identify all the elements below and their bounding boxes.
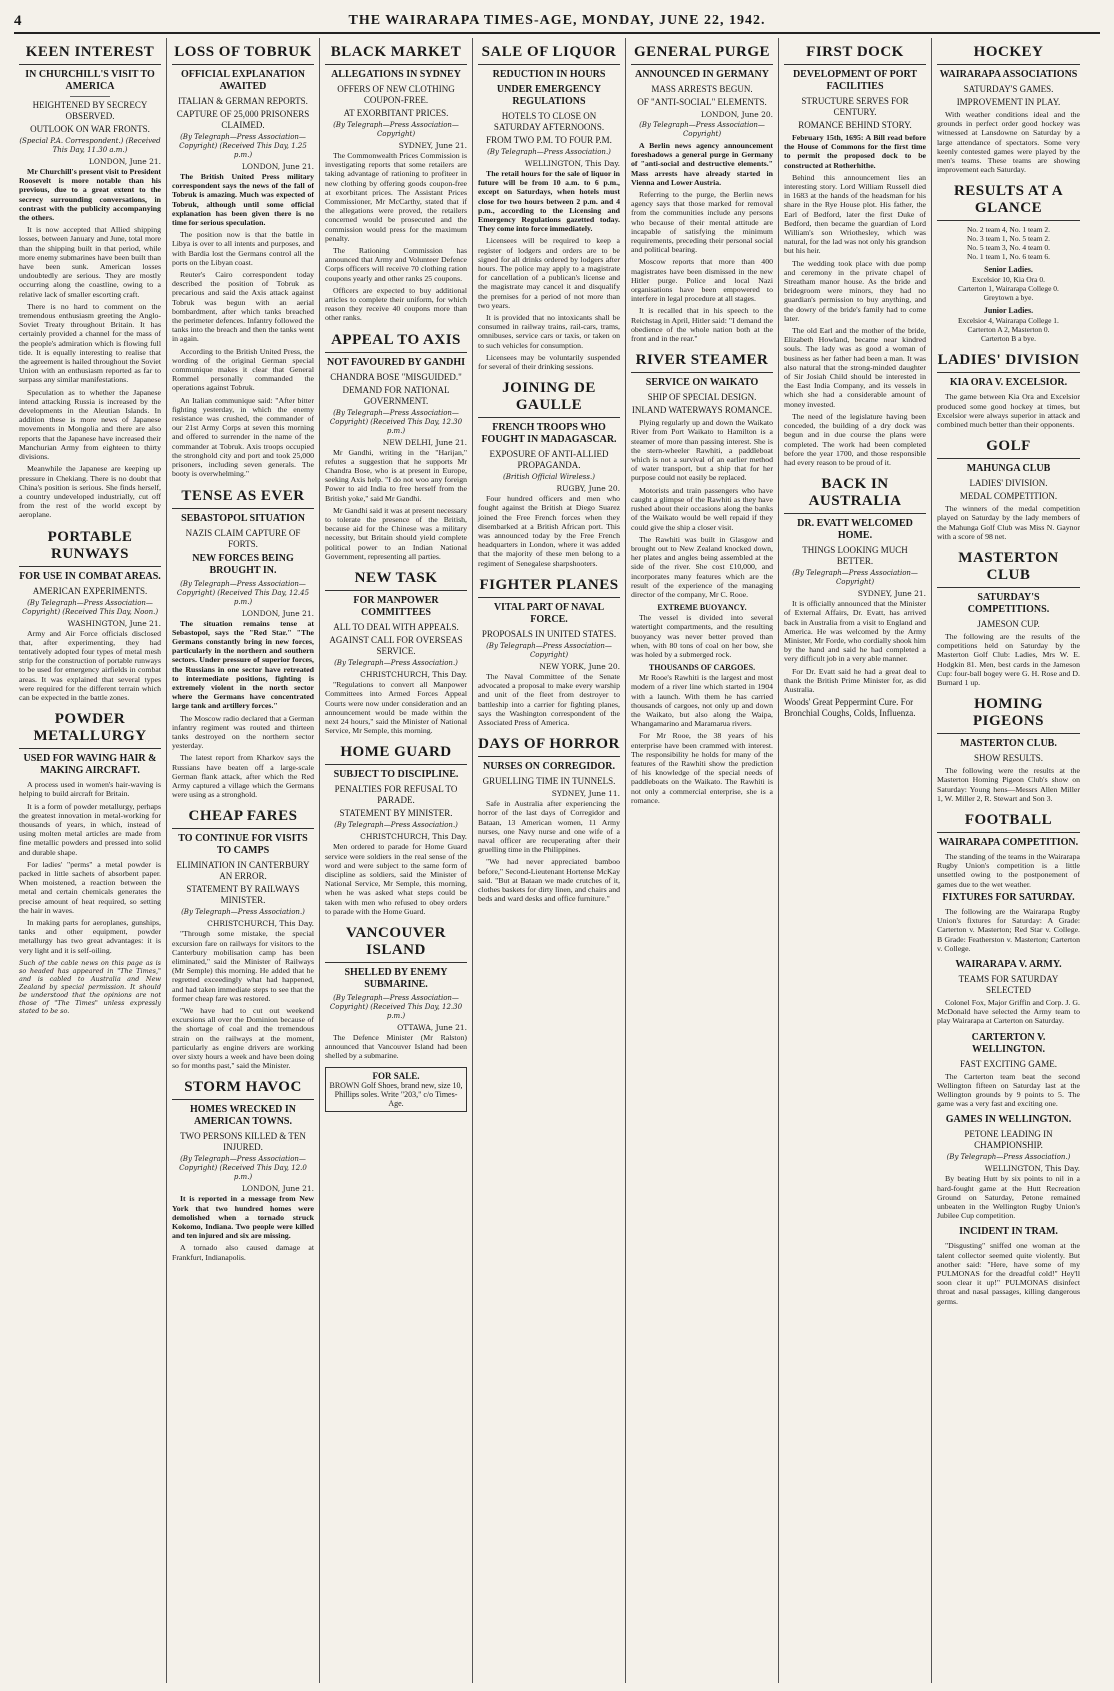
paragraph: The Defence Minister (Mr Ralston) announced that Vancouver Island had been shelled by a submarine. [325, 1032, 467, 1061]
article-home-guard [325, 741, 467, 916]
page-number: 4 [14, 12, 22, 29]
article-sale-of-liquor [478, 41, 620, 371]
deck: FROM TWO P.M. TO FOUR P.M. [486, 135, 612, 145]
headline: JOINING DE GAULLE [478, 377, 620, 418]
dateline: CHRISTCHURCH, This Day. [360, 670, 467, 680]
paragraph: The following are the results of the competitions held on Saturday by the Masterton Golf Club: Ladies, Mrs W. E. Hodgkin 81. Men, best cards in the Jameson Cup: four-ball bogey were G. H. Rose and D. Burnard 1 up. [937, 632, 1080, 688]
paragraph: The Commonwealth Prices Commission is investigating reports that some retailers are taking advantage of rationing to profiteer in new clothing by offering goods coupon-free at exorbitant prices. The Assistant Prices Commissioner, Mr McCarthy, stated that if the allegations were proved, the retailers concerned would be prosecuted and the commission would press for the maximum penalty. [325, 151, 467, 243]
dateline: SYDNEY, June 21. [398, 141, 467, 150]
wire-credit: (By Telegraph—Press Association—Copyright) (Received This Day, 1.25 p.m.) [179, 133, 307, 159]
article-loss-of-tobruk [172, 41, 314, 479]
lead-paragraph: Mr Churchill's present visit to President Roosevelt is more notable than his previous, due to a great extent to the secrecy surrounding conversations, in contrast with the publicity accompanying the others. [19, 167, 161, 223]
paragraph: A process used in women's hair-waving is helping to build aircraft for Britain. [19, 780, 161, 799]
deck: ALL TO DEAL WITH APPEALS. [333, 622, 459, 633]
subheadline: MASTERTON CLUB. [960, 738, 1057, 750]
subheadline: REDUCTION IN HOURS [492, 69, 606, 80]
section-heading: EXTREME BUOYANCY. [657, 603, 747, 613]
subheadline: SATURDAY'S COMPETITIONS. [967, 592, 1050, 616]
paragraph: Motorists and train passengers who have caught a glimpse of the Rawhiti as they have rushed about their occasions along the banks of the Waikato would be well repaid if they could give the ship a closer visit. [631, 485, 773, 532]
subheadline: INCIDENT IN TRAM. [959, 1226, 1058, 1238]
article-joining-de-gaulle [478, 377, 620, 568]
headline: GOLF [937, 435, 1080, 459]
deck: PROPOSALS IN UNITED STATES. [481, 628, 617, 639]
dateline: WELLINGTON, This Day. [984, 1164, 1080, 1174]
result-line: Carterton 1, Wairarapa College 0. [958, 284, 1059, 294]
paragraph: An Italian communique said: "After bitter fighting yesterday, in which the enemy resistance was crushed, the commander of our 21st Army Corps at seven this morning and offered to surrender in the name of the commander at Tobruk. Axis troops occupied the stronghold city and port and took 25,000 prisoners, including seven generals. The booty is overwhelming." [172, 395, 314, 479]
paragraph: The winners of the medal competition played on Saturday by the lady members of the Mahunga Golf Club was Miss N. Gaynor with a score of 98 net. [937, 504, 1080, 541]
headline: LADIES' DIVISION [937, 349, 1080, 373]
subheadline: ANNOUNCED IN GERMANY [635, 69, 769, 80]
deck: JAMESON CUP. [977, 619, 1040, 630]
dateline: CHRISTCHURCH, This Day. [360, 832, 467, 842]
article-homing-pigeons [937, 693, 1080, 803]
paragraph: It is recalled that in his speech to the Reichstag in April, Hitler said: "I demand the obedience of the whole nation both at the front and in the rear." [631, 306, 773, 344]
ad-text: BROWN Golf Shoes, brand new, size 10, Phillips soles. Write "203," c/o Times-Age. [329, 1080, 463, 1108]
lead-paragraph: The British United Press military correspondent says the news of the fall of Tobruk is amazing. Much was expected of Tobruk, although until some official explanation has been given there is no time for serious speculation. [172, 172, 314, 228]
deck: DEMAND FOR NATIONAL GOVERNMENT. [342, 384, 450, 406]
wire-credit: (By Telegraph—Press Association.) [334, 821, 458, 830]
paragraph: Safe in Australia after experiencing the horror of the last days of Corregidor and Bataan, 13 American women, 11 Army nurses, one Navy nurse and one wife of a naval officer are recuperating after their gruelling time in the Philippines. [478, 799, 620, 855]
headline: FIGHTER PLANES [478, 574, 620, 598]
paragraph: It is officially announced that the Minister of External Affairs, Dr. Evatt, has arrived back in Australia from a visit to England and America. He was welcomed by the Army Minister, Mr Forde, who cordially shook him by the hand and said he had completed a very difficult job in a very able manner. [784, 599, 926, 664]
deck: AGAINST CALL FOR OVERSEAS SERVICE. [329, 635, 463, 657]
headline: LOSS OF TOBRUK [172, 41, 314, 65]
deck: GRUELLING TIME IN TUNNELS. [482, 776, 616, 787]
article-back-in-australia [784, 473, 926, 719]
result-line: Carterton A 2, Masterton 0. [967, 325, 1050, 335]
headline: HOMING PIGEONS [937, 693, 1080, 734]
deck: NAZIS CLAIM CAPTURE OF FORTS. [185, 527, 301, 549]
deck: LADIES' DIVISION. [969, 478, 1048, 489]
lead-paragraph: It is reported in a message from New York that two hundred homes were demolished when a tornado struck Kokomo, Indiana. Two people were killed and ten injured and six are missing. [172, 1194, 314, 1241]
subheadline: IN CHURCHILL'S VISIT TO AMERICA [25, 69, 155, 92]
deck: IMPROVEMENT IN PLAY. [956, 97, 1061, 107]
paragraph: The game between Kia Ora and Excelsior produced some good hockey at times, but Excelsior were always superior in attack and combined much better than their opponents. [937, 392, 1080, 430]
deck: MASS ARRESTS BEGUN. [651, 84, 753, 94]
wire-credit: (By Telegraph—Press Association.) [487, 148, 611, 156]
paragraph: The Rawhiti was built in Glasgow and brought out to New Zealand knocked down, her plates and angles being assembled at the side of the river. She cost £10,000, and incorporates many features which are the result of the experience of the managing director of the company, Mr C. Rooe. [631, 534, 773, 599]
deck: PETONE LEADING IN CHAMPIONSHIP. [964, 1129, 1053, 1151]
paper-title: THE WAIRARAPA TIMES-AGE, MONDAY, JUNE 22, 1942. [348, 13, 766, 28]
paragraph: Plying regularly up and down the Waikato River from Port Waikato to Hamilton is a steamer of more than passing interest. She is the stern-wheeler Rawhiti, a paddleboat which is not a survival of an earlier method of water transport, but a ship that for her purpose could not easily be replaced. [631, 418, 773, 483]
paragraph: It is a form of powder metallurgy, perhaps the greatest innovation in metal-working for thousands of years, in which, instead of using molten metal articles are made from fine metallic powders and pressed into solid and durable shape. [19, 801, 161, 857]
article-river-steamer [631, 349, 773, 805]
subheadline: UNDER EMERGENCY REGULATIONS [496, 84, 602, 107]
subheadline: VITAL PART OF NAVAL FORCE. [493, 601, 605, 625]
result-line: No. 5 team 3, No. 4 team 0. [966, 243, 1051, 253]
subheadline: FIXTURES FOR SATURDAY. [942, 891, 1075, 903]
result-line: Excelsior 4, Wairarapa College 1. [958, 316, 1059, 326]
deck: INLAND WATERWAYS ROMANCE. [631, 405, 773, 416]
subheadline: SHELLED BY ENEMY SUBMARINE. [344, 966, 448, 990]
column-4 [473, 38, 626, 1683]
paragraph: The old Earl and the mother of the bride, Elizabeth Howland, became near kindred souls. The lady was as good a woman of business as her father had been a man. It was also natural that the strong-minded daughter of Sir Josiah Child should be interested in the East India Company, and its vessels in which she had a considerable amount of money invested. [784, 326, 926, 409]
article-results [937, 180, 1080, 343]
article-ladies-division [937, 349, 1080, 429]
article-fighter-planes [478, 574, 620, 727]
paragraph: Licensees will be required to keep a register of lodgers and orders are to be signed for all drinks ordered by lodgers after hours. The police may apply to a magistrate for cancellation of a publican's license and the magistrate may cancel it and disqualify the premises for a period of not more than two years. [478, 236, 620, 310]
paragraph: Mr Gandhi, writing in the "Harijan," refutes a suggestion that he supports Mr Chandra Bose, who is at present in Europe, seeking Axis help. "I do not woo any foreign Power to aid India to free herself from the British yoke," said Mr Gandhi. [325, 447, 467, 503]
wire-credit: (By Telegraph—Press Association.) [334, 659, 458, 668]
subheadline: FOR MANPOWER COMMITTEES [353, 595, 439, 619]
column-6 [779, 38, 932, 1683]
dateline: NEW YORK, June 20. [539, 661, 620, 671]
dateline: OTTAWA, June 21. [397, 1022, 467, 1032]
subheadline: WAIRARAPA V. ARMY. [955, 958, 1062, 970]
paragraph: "Disgusting" sniffed one woman at the talent collector seemed quite violently. But another said: "Here, have some of my PULMONAS for the dreadful cold!" Hey'll soon clear it up!" PULMONAS disinfect throat and nasal passages, killing dangerous germs. [937, 1241, 1080, 1306]
deck: AMERICAN EXPERIMENTS. [32, 585, 148, 596]
deck: STATEMENT BY MINISTER. [339, 808, 453, 819]
lead-paragraph: February 15th, 1695: A Bill read before the House of Commons for the first time to permit the proposed dock to be constructed at Rotherhithe. [784, 133, 926, 170]
paragraph: Meanwhile the Japanese are keeping up pressure in Chekiang. There is no doubt that China's position is serious. She finds herself, a country undeveloped industrially, cut off from the rest of the world except by aeroplane. [19, 464, 161, 520]
subheadline: NURSES ON CORREGIDOR. [483, 761, 615, 773]
paragraph: Men ordered to parade for Home Guard service were soldiers in the real sense of the word and were subject to the same form of discipline as soldiers, said the Minister of National Service, Mr Semple, this morning, when he was asked what steps could be taken with men who refused to obey orders to parade with the Home Guard. [325, 842, 467, 916]
headline: BLACK MARKET [325, 41, 467, 65]
dateline: LONDON, June 21. [88, 157, 161, 166]
article-vancouver-island [325, 922, 467, 1061]
deck: OFFERS OF NEW CLOTHING COUPON-FREE. [337, 84, 455, 105]
deck: TWO PERSONS KILLED & TEN INJURED. [180, 1131, 306, 1153]
subheadline: FRENCH TROOPS WHO FOUGHT IN MADAGASCAR. [481, 422, 617, 446]
article-hockey [937, 41, 1080, 174]
column-7 [932, 38, 1085, 1683]
deck: STATEMENT BY RAILWAYS MINISTER. [186, 884, 300, 906]
subheadline: WAIRARAPA ASSOCIATIONS [939, 69, 1078, 80]
paragraph: There is no hard to comment on the tremendous enthusiasm greeting the Anglo-Soviet Treaty throughout Britain. It has certainly provided a channel for the mass of the people's admiration which is flowing full tide. It is equally interesting to realise that the agreement is hailed throughout the Soviet Union with an enthusiasm reported as far to surpass any similar manifestations. [19, 301, 161, 385]
result-line: Carterton B a bye. [981, 334, 1036, 344]
ad-title: FOR SALE. [372, 1070, 420, 1081]
lead-paragraph: A Berlin news agency announcement foreshadows a general purge in Germany of "anti-social and destructive elements." Mass arrests have already started in Vienna and Lower Austria. [631, 141, 773, 187]
deck: HOTELS TO CLOSE ON SATURDAY AFTERNOONS. [493, 111, 605, 132]
result-line: Excelsior 10, Kia Ora 0. [972, 275, 1045, 285]
paragraph: The Carterton team beat the second Wellington fifteen on Saturday last at the Wellington grounds by 9 points to 5. The game was a very fast and exciting one. [937, 1071, 1080, 1109]
deck: AT EXORBITANT PRICES. [343, 108, 449, 118]
subheadline: DR. EVATT WELCOMED HOME. [797, 518, 913, 542]
article-new-task [325, 567, 467, 735]
paragraph: The Moscow radio declared that a German infantry regiment was routed and thirteen tanks destroyed on the northern sector yesterday. [172, 713, 314, 751]
article-incident-in-tram [937, 1226, 1080, 1305]
headline: BACK IN AUSTRALIA [784, 473, 926, 514]
subheadline: USED FOR WAVING HAIR & MAKING AIRCRAFT. [23, 753, 157, 777]
dateline: LONDON, June 20. [700, 110, 773, 119]
subheadline: TO CONTINUE FOR VISITS TO CAMPS [178, 833, 308, 857]
headline: RESULTS AT A GLANCE [937, 180, 1080, 221]
wire-credit: (By Telegraph—Press Association—Copyright) (Received This Day, 12.30 p.m.) [329, 993, 463, 1020]
wire-credit: (By Telegraph—Press Association—Copyright) [486, 641, 612, 659]
deck: MEDAL COMPETITION. [959, 491, 1058, 502]
deck: FAST EXCITING GAME. [960, 1058, 1057, 1069]
paragraph: With weather conditions ideal and the grounds in perfect order good hockey was witnessed at Lansdowne on Saturday by a large attendance of spectators. Some very keenly contested games were played by the men's teams. These teams are showing improvement each Saturday. [937, 110, 1080, 175]
paragraph: "Through some mistake, the special excursion fare on railways for visitors to the Canterbury mobilisation camp has been eliminated," said the Minister of Railways (Mr Semple) this morning. He added that he regretted exceedingly what had happened, and had taken immediate steps to see that the former cheap fare was restored. [172, 929, 314, 1003]
headline: NEW TASK [325, 567, 467, 591]
paragraph: By beating Hutt by six points to nil in a hard-fought game at the Hutt Recreation Ground on Saturday, Petone remained unbeaten in the Wellington Rugby Union's Jubilee Cup competition. [937, 1174, 1080, 1221]
deck: STRUCTURE SERVES FOR CENTURY. [801, 96, 909, 117]
headline: KEEN INTEREST [19, 41, 161, 65]
paragraph: The Rationing Commission has announced that Army and Volunteer Defence Corps officers will receive 70 clothing ration coupons yearly and other ranks 25 coupons. [325, 246, 467, 283]
advert-line: Woods' Great Peppermint Cure. For Bronchial Coughs, Colds, Influenza. [784, 697, 916, 719]
deck: EXPOSURE OF ANTI-ALLIED PROPAGANDA. [489, 449, 609, 471]
headline: DAYS OF HORROR [478, 733, 620, 757]
wire-credit: (By Telegraph—Press Association—Copyright) (Received This Day, 12.0 p.m.) [179, 1155, 307, 1182]
dateline: WASHINGTON, June 21. [67, 618, 161, 628]
headline: HOCKEY [937, 41, 1080, 65]
paragraph: Colonel Fox, Major Griffin and Corp. J. G. McDonald have selected the Army team to play Wairarapa at Carterton on Saturday. [937, 997, 1080, 1026]
columns [14, 38, 1104, 1683]
deck: HEIGHTENED BY SECRECY OBSERVED. [32, 100, 148, 121]
paragraph: "We have had to cut out weekend excursions all over the Dominion because of the shortage of coal and the tremendous strain on the railways at the moment, particularly as engine drivers are working over sixty hours a week and have been doing so for months past," said the Minister. [172, 1005, 314, 1071]
dateline: RUGBY, June 20. [556, 484, 620, 494]
subheadline: ALLEGATIONS IN SYDNEY [331, 69, 461, 80]
dateline: SYDNEY, June 21. [857, 589, 926, 599]
dateline: LONDON, June 21. [241, 162, 314, 171]
paragraph: The Naval Committee of the Senate advocated a proposal to make every warship and unit of the fleet from destroyer to battleship into a carrier for fighting planes, says the Washington correspondent of the Associated Press of America. [478, 671, 620, 727]
wire-credit: (By Telegraph—Press Association—Copyright) [333, 121, 459, 138]
article-general-purge [631, 41, 773, 343]
paragraph: In making parts for aeroplanes, gunships, tanks and other equipment, powder metallurgy has two great advantages: it is very light and it is self-oiling. [19, 917, 161, 955]
paragraph: "Regulations to convert all Manpower Committees into Armed Forces Appeal Courts were now under consideration and an announcement would be made within the next 24 hours," said the Minister of National Service, Mr Semple, this morning. [325, 680, 467, 736]
headline: GENERAL PURGE [631, 41, 773, 65]
paragraph: The position now is that the battle in Libya is over to all intents and purposes, and with Bardia lost the Germans control all the ports on the Libyan coast. [172, 230, 314, 267]
dateline: NEW DELHI, June 21. [382, 437, 467, 447]
subheadline: HOMES WRECKED IN AMERICAN TOWNS. [190, 1104, 296, 1128]
paragraph: Army and Air Force officials disclosed that, after experimenting, they had tentatively adopted four types of metal mesh strip for the construction of portable runways to be used for emergency airfields in combat areas. It was explained that several types were required for the different terrain which can be expected in the battle zones. [19, 628, 161, 702]
column-3 [320, 38, 473, 1683]
divider [70, 96, 110, 97]
paragraph: The standing of the teams in the Wairarapa Rugby Union's competition is a little unsettled owing to the postponement of games due to the wet weather. [937, 852, 1080, 889]
deck: THINGS LOOKING MUCH BETTER. [802, 545, 908, 567]
subheadline: SUBJECT TO DISCIPLINE. [333, 769, 459, 781]
paragraph: For ladies' "perms" a metal powder is packed in little sachets of absorbent paper. When moistened, a reaction between the metal and certain chemicals generates the precise amount of heat required, so setting the hair in waves. [19, 859, 161, 915]
deck: SHOW RESULTS. [973, 753, 1044, 764]
dateline: CHRISTCHURCH, This Day. [207, 919, 314, 929]
deck: CHANDRA BOSE "MISGUIDED." [330, 371, 462, 382]
deck: TEAMS FOR SATURDAY SELECTED [958, 973, 1059, 995]
column-2 [167, 38, 320, 1683]
wire-credit: (British Official Wireless.) [503, 473, 595, 482]
wire-credit: (By Telegraph—Press Association—Copyright) (Received This Day, 12.30 p.m.) [329, 408, 463, 435]
paragraph: "We had never appreciated bamboo before," Second-Lieutenant Hortense McKay said. "But at Bataan we made crutches of it, clothes baskets for dirty linen, and chairs and beds and ward desks and office furniture." [478, 857, 620, 904]
paragraph: Reuter's Cairo correspondent today described the position of Tobruk as precarious and said the Axis attack against Tobruk was begun with an aerial bombardment, after which tanks breached the perimeter defences. Infantry followed the tanks into the breach and then the tanks went in again. [172, 270, 314, 344]
headline: PORTABLE RUNWAYS [19, 526, 161, 567]
wire-credit: (By Telegraph—Press Association.) [181, 908, 305, 917]
wire-credit: (By Telegraph—Press Association—Copyright) (Received This Day, Noon.) [21, 598, 159, 616]
article-storm-havoc [172, 1076, 314, 1261]
subheadline: FOR USE IN COMBAT AREAS. [19, 570, 161, 582]
deck: OUTLOOK ON WAR FRONTS. [30, 124, 150, 134]
paragraph: It is now accepted that Allied shipping losses, between January and June, total more than the shipping built in that period, while more enemy submarines have been built than have been sunk. American losses undoubtedly are serious. They are mostly occurring along the coastline, owing to a relative lack of smaller escorting craft. [19, 225, 161, 299]
article-wairarapa-v-army [937, 959, 1080, 1026]
paragraph: It is provided that no intoxicants shall be consumed in railway trains, rail-cars, trams, omnibuses, service cars or taxis, or taken on to such vehicles for consumption. [478, 313, 620, 350]
paragraph: Officers are expected to buy additional articles to complete their uniform, for which reason they receive 40 coupons more than other ranks. [325, 285, 467, 323]
article-cheap-fares [172, 805, 314, 1070]
paragraph: Licensees may be voluntarily suspended for several of their drinking sessions. [478, 352, 620, 372]
article-powder-metallurgy [19, 708, 161, 1015]
headline: SALE OF LIQUOR [478, 41, 620, 65]
column-5 [626, 38, 779, 1683]
masthead [14, 10, 1100, 34]
paragraph: Mr Gandhi said it was at present necessary to tolerate the presence of the British, because aid for the Chinese was a military necessity, but Britain should yield complete political power to an Indian National Government, representing all parties. [325, 505, 467, 561]
headline: APPEAL TO AXIS [325, 329, 467, 353]
paragraph: The following were the results at the Masterton Homing Pigeon Club's show on Saturday: Young hens—Messrs Allen Miller 1, W. Miller 2, R. Stewart and Son 3. [937, 766, 1080, 803]
headline: FOOTBALL [937, 809, 1080, 833]
headline: MASTERTON CLUB [937, 547, 1080, 588]
paragraph: The need of the legislature having been conceded, the building of a dry dock was begun and in due course the plans were completed. The work had been completed before the year 1700, and those responsible had every reason to be proud of it. [784, 411, 926, 467]
deck: CAPTURE OF 25,000 PRISONERS CLAIMED. [176, 109, 310, 130]
deck: ITALIAN & GERMAN REPORTS. [178, 96, 308, 106]
article-carterton-v-wellington [937, 1032, 1080, 1109]
wire-credit: (By Telegraph—Press Association.) [946, 1153, 1071, 1162]
subheadline: NOT FAVOURED BY GANDHI [326, 356, 466, 368]
article-first-dock [784, 41, 926, 467]
wire-credit: (Special P.A. Correspondent.) (Received This Day, 11.30 a.m.) [19, 137, 161, 154]
lead-paragraph: The situation remains tense at Sebastopol, says the "Red Star." "The Germans constantly bring in new forces, particularly in the northern and southern sectors. Under pressure of superior forces, the Russians in one sector have retreated to intermediate positions, fighting is extremely violent in the north sector where the Germans have concentrated large tank and artillery forces." [172, 618, 314, 711]
classified-ad [325, 1067, 467, 1112]
article-games-in-wellington [937, 1114, 1080, 1220]
headline: VANCOUVER ISLAND [325, 922, 467, 963]
headline: FIRST DOCK [784, 41, 926, 65]
result-line: No. 2 team 4, No. 1 team 2. [966, 225, 1051, 235]
deck: PENALTIES FOR REFUSAL TO PARADE. [334, 784, 458, 806]
article-tense-as-ever [172, 485, 314, 800]
headline: RIVER STEAMER [631, 349, 773, 373]
paragraph: The following are the Wairarapa Rugby Union's fixtures for Saturday: A Grade: Carterton v. Masterton; Red Star v. College. B Grade: Featherston v. Masterton; Carterton v. College. [937, 906, 1080, 953]
article-portable-runways [19, 526, 161, 703]
paragraph: For Dr. Evatt said he had a great deal to thank the British Prime Minister for, as did Australia. [784, 666, 926, 694]
subheadline: WAIRARAPA COMPETITION. [938, 837, 1079, 849]
paragraph: Speculation as to whether the Japanese intend attacking Russia is increased by the developments in the Aleutian Islands. In addition these is more news of Japanese movements in Mongolia and there are also reports that the Japanese have increased their Manchurian Army from eighteen to thirty divisions. [19, 387, 161, 462]
subheadline: OFFICIAL EXPLANATION AWAITED [181, 69, 305, 92]
article-keen-interest [19, 41, 161, 520]
headline: STORM HAVOC [172, 1076, 314, 1100]
subheadline: DEVELOPMENT OF PORT FACILITIES [792, 69, 918, 92]
dateline: SYDNEY, June 11. [551, 789, 620, 799]
headline: TENSE AS EVER [172, 485, 314, 509]
article-black-market [325, 41, 467, 323]
paragraph: The vessel is divided into several watertight compartments, and the resulting buoyancy was never better proved than when, with 80 tons of coal on her bow, she was holed by a submerged rock. [631, 613, 773, 659]
paragraph: The latest report from Kharkov says the Russians have beaten off a large-scale German flank attack, after which the Red Army captured a village which the Germans were using as a stronghold. [172, 753, 314, 800]
deck: ELIMINATION IN CANTERBURY AN ERROR. [176, 860, 310, 882]
deck: OF "ANTI-SOCIAL" ELEMENTS. [637, 97, 767, 107]
paragraph: According to the British United Press, the wording of the original German special communique makes it clear that General Rommel personally commanded the operations against Tobruk. [172, 346, 314, 393]
article-golf [937, 435, 1080, 541]
subheadline: SEBASTOPOL SITUATION [181, 512, 305, 524]
section-heading: THOUSANDS OF CARGOES. [648, 663, 756, 673]
times-footnote: Such of the cable news on this page as is so headed has appeared in "The Times," and is cabled to Australia and New Zealand by special permission. It should be understood that the opinions are not those of "The Times" unless expressly stated to be so. [19, 958, 161, 1015]
result-line: Greytown a bye. [983, 293, 1034, 303]
paragraph: Moscow reports that more than 400 magistrates have been dismissed in the new Hitler purge. Police and local Nazi organisations have been empowered to interfere in legal procedure at all stages. [631, 257, 773, 304]
dateline: LONDON, June 21. [241, 608, 314, 618]
subheadline: SERVICE ON WAIKATO [645, 377, 759, 389]
section-heading: Junior Ladies. [983, 306, 1034, 316]
result-line: No. 1 team 1, No. 6 team 6. [966, 252, 1051, 262]
result-line: No. 3 team 1, No. 5 team 2. [966, 234, 1051, 244]
headline: POWDER METALLURGY [19, 708, 161, 749]
column-1 [14, 38, 167, 1683]
lead-paragraph: The retail hours for the sale of liquor in future will be from 10 a.m. to 6 p.m., except on Saturdays, when hotels must close for two hours between 2 p.m. and 4 p.m., according to the Licensing and Emergency Regulations gazetted today. They come into force immediately. [478, 169, 620, 234]
deck: SATURDAY'S GAMES. [963, 84, 1054, 94]
paragraph: Behind this announcement lies an interesting story. Lord William Russell died in 1683 at the hands of the headsman for his share in the Rye House plot. His father, the Earl of Bedford, later the first Duke of Bedford, then became the guardian of Lord William's son Wriothesley, which was natural, for the lad was not only his grandson but his heir. [784, 172, 926, 256]
dateline: LONDON, June 21. [241, 1184, 314, 1194]
deck: ROMANCE BEHIND STORY. [798, 120, 912, 130]
section-heading: Senior Ladies. [984, 265, 1033, 275]
subheadline: MAHUNGA CLUB [966, 463, 1051, 475]
article-football [937, 809, 1080, 953]
paragraph: Four hundred officers and men who fought against the British at Diego Suarez joined the Free French forces when they disembarked at a British African port. This was announced today by the Free French headquarters in London, where it was added that the majority of these men belong to a regiment of Senegalese sharpshooters. [478, 494, 620, 568]
headline: CHEAP FARES [172, 805, 314, 829]
paragraph: Referring to the purge, the Berlin news agency says that those marked for removal from the communities include any persons who because of their mental attitude are incapable of satisfying the minimum requirements, preceding their personal social and political bearing. [631, 190, 773, 255]
subheadline: GAMES IN WELLINGTON. [945, 1114, 1072, 1126]
subheadline: KIA ORA V. EXCELSIOR. [949, 377, 1068, 389]
paragraph: The wedding took place with due pomp and ceremony in the private chapel of Streatham manor house. As the bride and bridegroom were minors, they had no guardian's permission to buy anything, and the dowry of the bride's family had to come later. [784, 258, 926, 323]
wire-credit: (By Telegraph—Press Association—Copyright) [792, 569, 918, 587]
dateline: WELLINGTON, This Day. [524, 159, 620, 168]
subheadline: CARTERTON V. WELLINGTON. [971, 1031, 1046, 1055]
wire-credit: (By Telegraph—Press Association—Copyright) (Received This Day, 12.45 p.m.) [176, 579, 310, 606]
subheadline: NEW FORCES BEING BROUGHT IN. [192, 552, 294, 576]
article-days-of-horror [478, 733, 620, 903]
paragraph: Mr Rooe's Rawhiti is the largest and most modern of a river line which started in 1904 with a launch. With them he has carried thousands of cargoes, not only up and down the Waikato, but also along the Waipa, Whangamarino and Maramarua rivers. [631, 673, 773, 729]
paragraph: A tornado also caused damage at Frankfurt, Indianapolis. [172, 1243, 314, 1262]
article-masterton-club [937, 547, 1080, 687]
deck: SHIP OF SPECIAL DESIGN. [647, 392, 757, 403]
paragraph: For Mr Rooe, the 38 years of his enterprise have been crammed with interest. The responsibility he holds for many of the features of the Rawhiti show the prediction of his knowledge of the special needs of paddleboats on the Waikato. The Rawhiti is not only a commercial enterprise, she is a romance. [631, 731, 773, 805]
wire-credit: (By Telegraph—Press Association—Copyright) [639, 121, 765, 138]
article-appeal-to-axis [325, 329, 467, 561]
headline: HOME GUARD [325, 741, 467, 765]
